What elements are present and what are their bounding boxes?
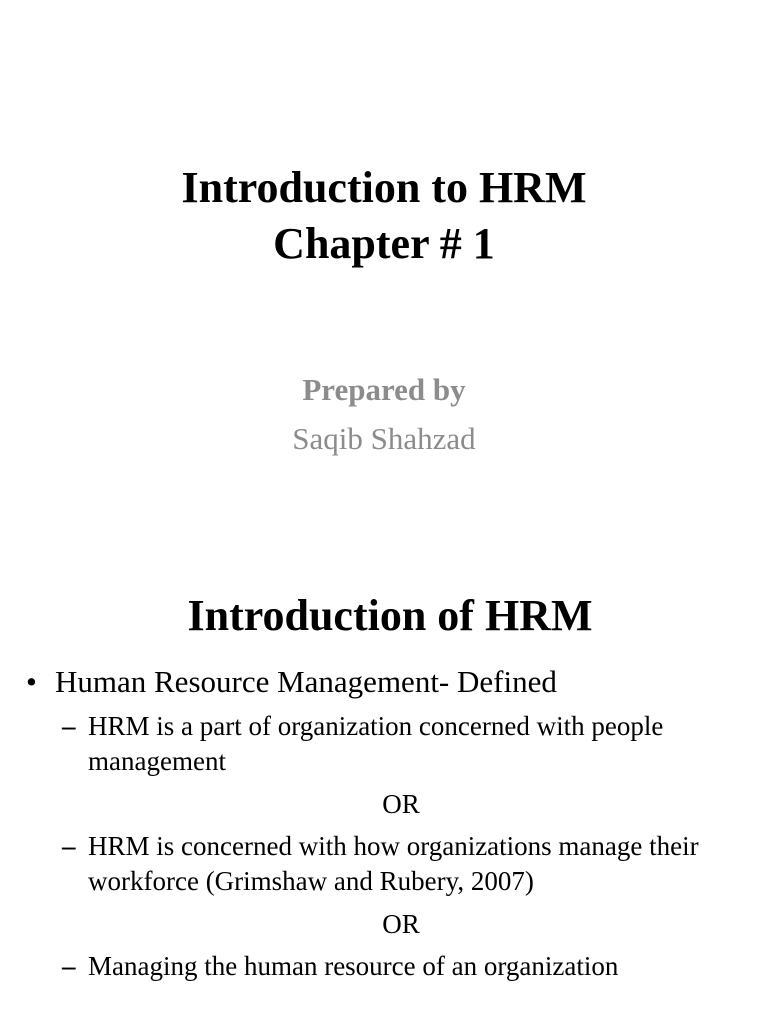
author-name: Saqib Shahzad	[292, 421, 476, 456]
or-separator: OR	[382, 789, 420, 819]
dash-marker: –	[62, 951, 76, 981]
slide-1-title	[0, 160, 768, 272]
point-text: HRM is concerned with how organizations manage their workforce (Grimshaw and Rubery, 2007)	[88, 831, 699, 896]
list-item	[0, 829, 768, 899]
slide-2-title: Introduction of HRM	[187, 591, 593, 640]
dash-marker: –	[62, 711, 76, 741]
prepared-by-label: Prepared by	[302, 372, 466, 407]
or-separator: OR	[382, 909, 420, 939]
point-text: Managing the human resource of an organization	[88, 951, 619, 981]
slide-1-subtitle	[0, 370, 768, 459]
bullet-text: Human Resource Management- Defined	[55, 664, 557, 699]
list-item	[0, 663, 768, 701]
title-line-1: Introduction to HRM	[181, 163, 587, 212]
point-text: HRM is a part of organization concerned with people management	[88, 711, 664, 776]
bullet-list	[0, 663, 768, 984]
list-item	[0, 709, 768, 779]
title-line-2: Chapter # 1	[273, 219, 495, 268]
slide-2	[0, 562, 768, 1024]
dash-marker: –	[62, 831, 76, 861]
bullet-marker: •	[26, 664, 37, 699]
list-item	[0, 949, 768, 984]
